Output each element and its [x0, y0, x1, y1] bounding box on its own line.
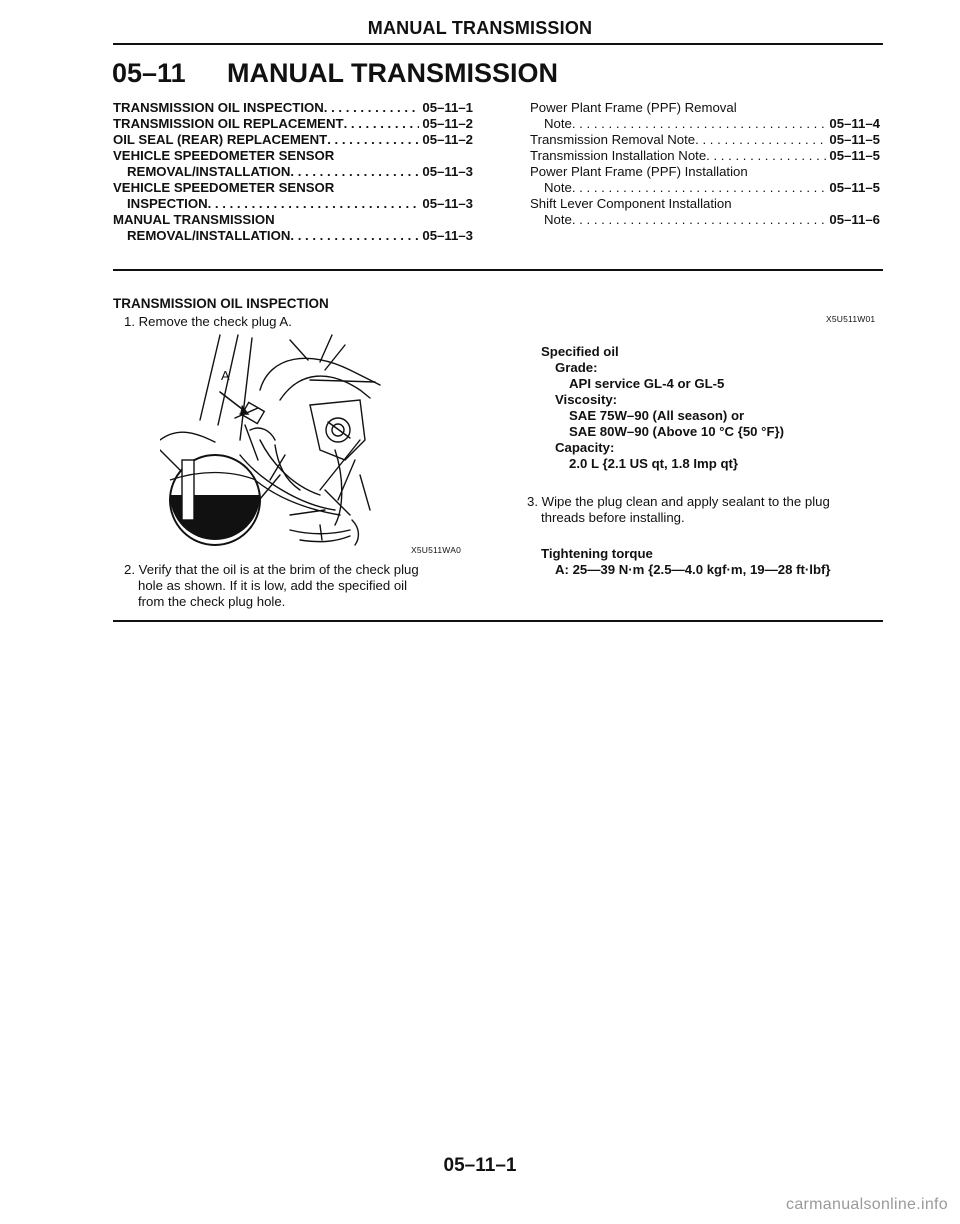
toc-page: 05–11–5: [829, 180, 880, 195]
figure-code-right: X5U511W01: [826, 314, 876, 324]
step-2-line: 2. Verify that the oil is at the brim of the check plug: [124, 562, 419, 577]
toc-page: 05–11–3: [422, 196, 473, 211]
header-rule: [113, 43, 883, 45]
toc-page: 05–11–5: [829, 148, 880, 163]
section-heading: [112, 58, 558, 89]
toc-entry-start: MANUAL TRANSMISSION: [113, 212, 275, 227]
toc-page: 05–11–5: [829, 132, 880, 147]
spec-line: SAE 80W–90 (Above 10 °C {50 °F}): [569, 424, 785, 439]
spec-line: Grade:: [555, 360, 598, 375]
step-2: [124, 562, 484, 610]
toc-entry-start: Shift Lever Component Installation: [530, 196, 732, 211]
section-end-rule: [113, 620, 883, 622]
toc-page: 05–11–3: [422, 164, 473, 179]
step-3-line: threads before installing.: [541, 510, 685, 525]
toc-label: Transmission Installation Note: [530, 148, 707, 163]
toc-page: 05–11–3: [422, 228, 473, 243]
toc-label: Note: [544, 180, 572, 195]
toc-entry-start: Power Plant Frame (PPF) Removal: [530, 100, 737, 115]
toc-label: OIL SEAL (REAR) REPLACEMENT: [113, 132, 328, 147]
figure-label-a: A: [221, 368, 230, 383]
specified-oil-block: [541, 344, 881, 472]
figure-code: X5U511WA0: [411, 545, 461, 555]
toc-page: 05–11–6: [829, 212, 880, 227]
toc-entry[interactable]: [113, 132, 473, 148]
toc-entry[interactable]: [530, 116, 880, 132]
toc-entry-start: Power Plant Frame (PPF) Installation: [530, 164, 748, 179]
toc-rule: [113, 269, 883, 271]
toc-label: TRANSMISSION OIL REPLACEMENT: [113, 116, 344, 131]
check-plug-illustration: [160, 330, 410, 555]
toc-right: [530, 100, 880, 228]
torque-title: Tightening torque: [541, 546, 653, 561]
toc-label: REMOVAL/INSTALLATION: [127, 228, 291, 243]
section-number: 05–11: [112, 58, 186, 88]
toc-entry[interactable]: [113, 116, 473, 132]
toc-label: REMOVAL/INSTALLATION: [127, 164, 291, 179]
toc-label: TRANSMISSION OIL INSPECTION: [113, 100, 324, 115]
watermark: carmanualsonline.info: [786, 1196, 948, 1213]
toc-entry[interactable]: [113, 196, 473, 212]
toc-page: 05–11–2: [422, 132, 473, 147]
step-3-line: 3. Wipe the plug clean and apply sealant to the plug: [527, 494, 830, 509]
step-1: 1. Remove the check plug A.: [124, 314, 292, 329]
toc-label: Note: [544, 116, 572, 131]
toc-entry[interactable]: [530, 212, 880, 228]
page-number: 05–11–1: [443, 1155, 517, 1176]
toc-entry[interactable]: [113, 228, 473, 244]
toc-entry[interactable]: [530, 132, 880, 148]
toc-entry[interactable]: [530, 148, 880, 164]
spec-line: Capacity:: [555, 440, 615, 455]
running-header: MANUAL TRANSMISSION: [367, 18, 593, 38]
toc-entry-start: VEHICLE SPEEDOMETER SENSOR: [113, 148, 335, 163]
subsection-heading: TRANSMISSION OIL INSPECTION: [113, 296, 329, 311]
spec-line: 2.0 L {2.1 US qt, 1.8 Imp qt}: [569, 456, 739, 471]
step-3: [527, 494, 887, 526]
torque-value: A: 25—39 N·m {2.5—4.0 kgf·m, 19—28 ft·lbf}: [555, 562, 831, 577]
spec-line: SAE 75W–90 (All season) or: [569, 408, 745, 423]
step-2-line: hole as shown. If it is low, add the specified oil: [138, 578, 408, 593]
toc-label: INSPECTION: [127, 196, 208, 211]
spec-line: Viscosity:: [555, 392, 618, 407]
toc-entry[interactable]: [530, 180, 880, 196]
toc-page: 05–11–4: [829, 116, 880, 131]
spec-line: API service GL-4 or GL-5: [569, 376, 725, 391]
toc-label: Note: [544, 212, 572, 227]
toc-page: 05–11–2: [422, 116, 473, 131]
spec-line: Specified oil: [541, 344, 619, 359]
toc-page: 05–11–1: [422, 100, 473, 115]
step-2-line: from the check plug hole.: [138, 594, 286, 609]
toc-entry-start: VEHICLE SPEEDOMETER SENSOR: [113, 180, 335, 195]
toc-entry[interactable]: [113, 100, 473, 116]
toc-label: Transmission Removal Note: [530, 132, 696, 147]
section-title: MANUAL TRANSMISSION: [227, 58, 559, 88]
toc-left: [113, 100, 473, 244]
toc-entry[interactable]: [113, 164, 473, 180]
tightening-torque: [541, 546, 881, 578]
